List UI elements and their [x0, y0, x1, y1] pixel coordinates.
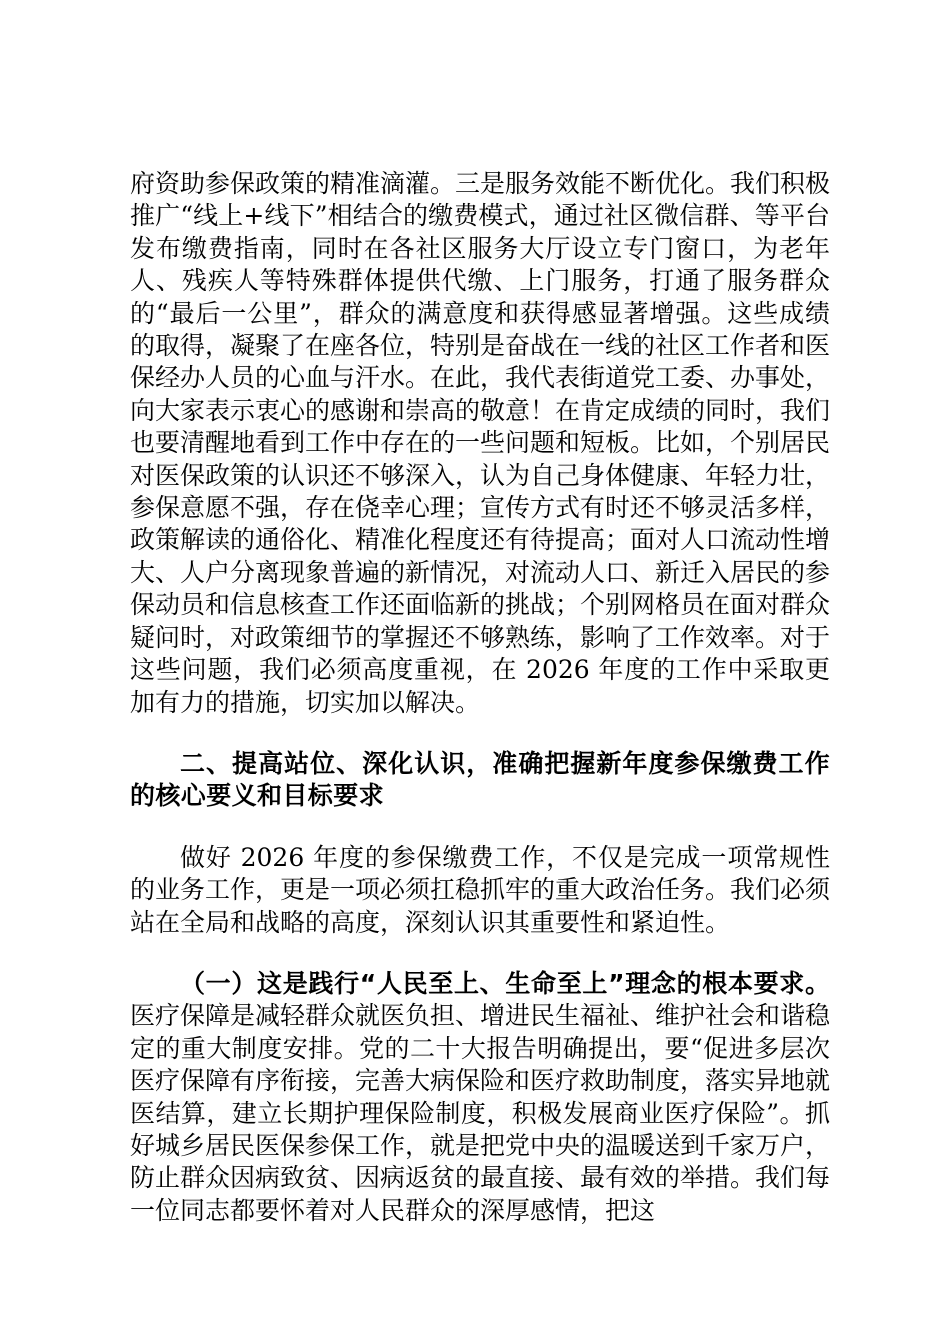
section-heading-2: 二、提高站位、深化认识，准确把握新年度参保缴费工作的核心要义和目标要求	[130, 748, 830, 811]
body-paragraph-service-efficiency: 府资助参保政策的精准滴灌。三是服务效能不断优化。我们积极推广“线上+线下”相结合的缴费模式，通过社区微信群、等平台发布缴费指南，同时在各社区服务大厅设立专门窗口，为老年人、残疾人等特殊群体提供代缴、上门服务，打通了服务群众的“最后一公里”，群众的满意度和获得感显著增强。这些成绩的取得，凝聚了在座各位，特别是奋战在一线的社区工作者和医保经办人员的心血与汗水。在此，我代表街道党工委、办事处，向大家表示衷心的感谢和崇高的敬意！在肯定成绩的同时，我们也要清醒地看到工作中存在的一些问题和短板。比如，个别居民对医保政策的认识还不够深入，认为自己身体健康、年轻力壮，参保意愿不强，存在侥幸心理；宣传方式有时还不够灵活多样，政策解读的通俗化、精准化程度还有待提高；面对人口流动性增大、人户分离现象普遍的新情况，对流动人口、新迁入居民的参保动员和信息核查工作还面临新的挑战；个别网格员在面对群众疑问时，对政策细节的掌握还不够熟练，影响了工作效率。对于这些问题，我们必须高度重视，在 2026 年度的工作中采取更加有力的措施，切实加以解决。	[130, 169, 831, 717]
body-text-medical-security: 医疗保障是减轻群众就医负担、增进民生福祉、维护社会和谐稳定的重大制度安排。党的二十大报告明确提出，要“促进多层次医疗保障有序衔接，完善大病保险和医疗救助制度，落实异地就医结算，建立长期护理保险制度，积极发展商业医疗保险”。抓好城乡居民医保参保工作，就是把党中央的温暖送到千家万户，防止群众因病致贫、因病返贫的最直接、最有效的举措。我们每一位同志都要怀着对人民群众的深厚感情，把这	[130, 1001, 831, 1225]
body-paragraph-importance: 做好 2026 年度的参保缴费工作，不仅是完成一项常规性的业务工作，更是一项必须扛稳抓牢的重大政治任务。我们必须站在全局和战略的高度，深刻认识其重要性和紧迫性。	[130, 842, 831, 937]
subsection-paragraph-1	[130, 968, 830, 1227]
document-body	[130, 168, 830, 1227]
subsection-heading-1: （一）这是践行“人民至上、生命至上”理念的根本要求。	[180, 968, 830, 998]
